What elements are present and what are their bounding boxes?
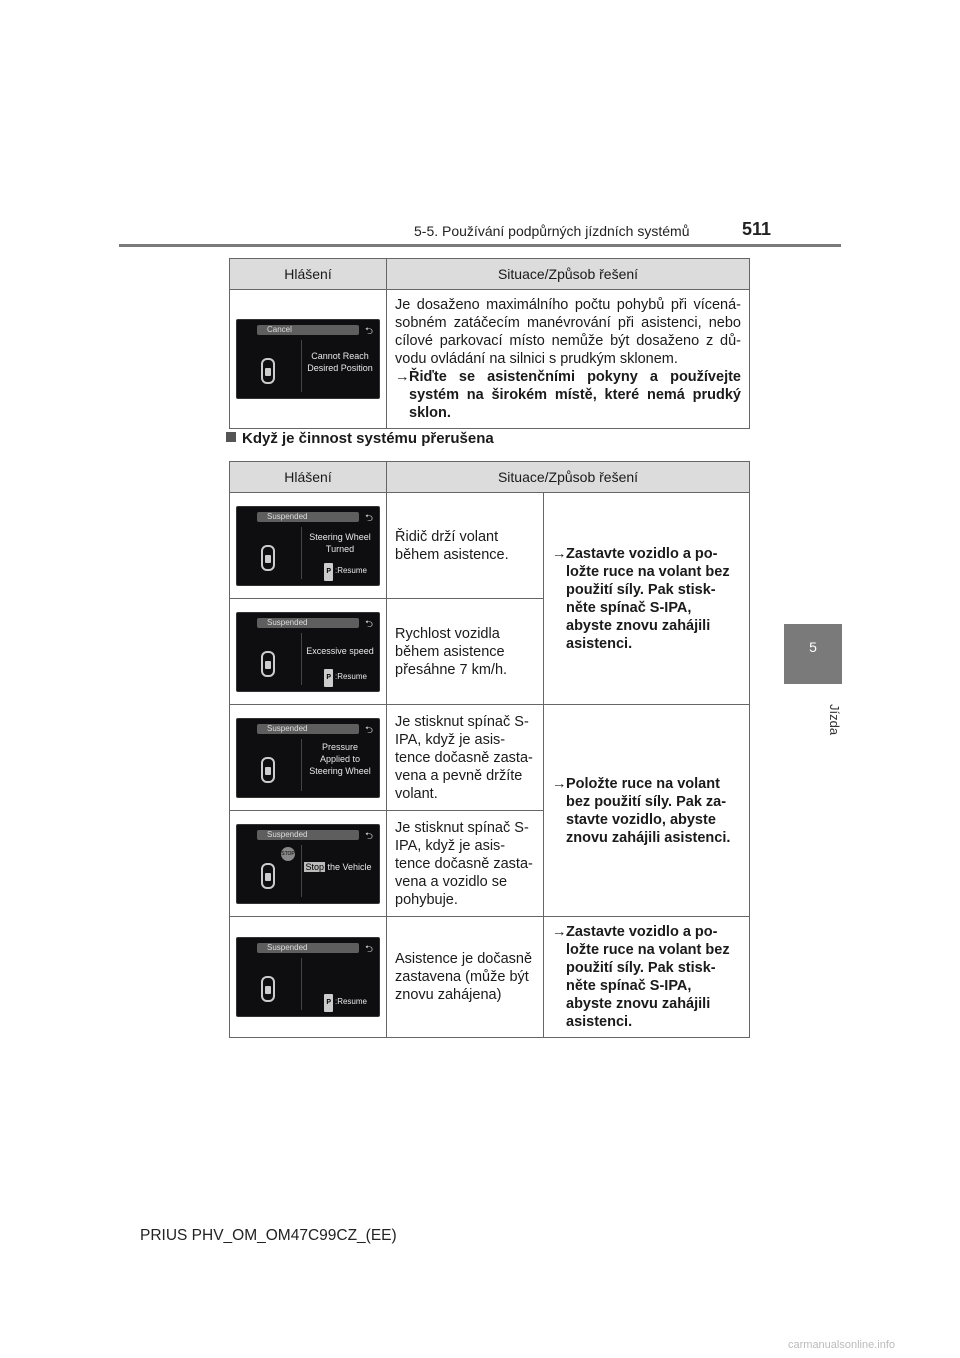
screen-message-highlight: Stop [305, 861, 324, 872]
action-cell [544, 917, 750, 1038]
status-bar: Suspended [257, 943, 359, 953]
action-cell [544, 705, 750, 917]
car-icon [261, 863, 275, 889]
header-rule [119, 244, 841, 247]
situation-cell: Je stisknut spínač S-IPA, když je asis- tence dočasně zasta- vena a pevně držíte volant. [387, 705, 544, 811]
action-line [552, 775, 741, 847]
watermark: carmanualsonline.info [788, 1339, 896, 1351]
return-arrow-icon: ⮌ [364, 512, 373, 524]
screen-message-line: Steering Wheel [309, 531, 371, 542]
resume-text: :Resume [334, 565, 367, 575]
divider [301, 340, 302, 392]
arrow-icon: → [552, 775, 567, 792]
arrow-icon: → [395, 369, 410, 385]
action-text: Položte ruce na volant bez použití síly. Pak za- stavte vozidlo, abyste znovu zahájili asistenci. [566, 775, 731, 846]
resume-hint [324, 668, 367, 687]
message-screen-cell [230, 599, 387, 705]
parking-switch-icon: P [324, 563, 333, 581]
screen-message [303, 350, 377, 374]
screen-message-line: Cannot Reach [311, 351, 369, 361]
display-screen [236, 506, 380, 586]
section-heading [226, 430, 494, 447]
arrow-icon: → [552, 545, 567, 562]
col-header-message: Hlášení [230, 462, 387, 493]
situation-cell: Je stisknut spínač S-IPA, když je asis- tence dočasně zasta- vena a vozidlo se pohybuje. [387, 811, 544, 917]
chapter-number: 5 [809, 639, 817, 655]
screen-message-line: the Vehicle [324, 861, 372, 872]
screen-message-line: Steering Wheel [309, 765, 371, 776]
status-bar: Suspended [257, 512, 359, 522]
car-icon [261, 651, 275, 677]
car-icon [261, 757, 275, 783]
section-title: 5-5. Používání podpůrných jízdních systémů [414, 223, 690, 239]
situation-cell [387, 290, 750, 429]
action-cell [544, 493, 750, 705]
resume-hint [324, 562, 367, 581]
display-screen [236, 937, 380, 1017]
bullet-square-icon [226, 432, 236, 442]
footer-doc-code: PRIUS PHV_OM_OM47C99CZ_(EE) [140, 1227, 397, 1244]
car-icon [261, 976, 275, 1002]
col-header-situation: Situace/Způsob řešení [387, 259, 750, 290]
col-header-message: Hlášení [230, 259, 387, 290]
screen-message-line: Desired Position [307, 363, 373, 373]
status-bar: Suspended [257, 724, 359, 734]
resume-text: :Resume [334, 997, 367, 1006]
return-arrow-icon: ⮌ [364, 830, 373, 842]
status-bar: Cancel [257, 325, 359, 335]
situation-cell: Rychlost vozidla během asistence přesáhne 7 km/h. [387, 599, 544, 705]
stop-sign-icon: STOP [281, 847, 295, 861]
status-bar: Suspended [257, 830, 359, 840]
action-line [395, 368, 741, 422]
screen-message-line: Turned [325, 543, 355, 554]
screen-message [303, 645, 377, 657]
arrow-icon: → [552, 924, 567, 940]
return-arrow-icon: ⮌ [364, 724, 373, 736]
screen-message [303, 741, 377, 777]
screen-message-line: Excessive speed [306, 645, 374, 656]
status-bar: Suspended [257, 618, 359, 628]
display-screen [236, 612, 380, 692]
return-arrow-icon: ⮌ [364, 944, 373, 955]
message-screen-cell [230, 290, 387, 429]
screen-message-line: Applied to [319, 753, 361, 764]
message-screen-cell [230, 493, 387, 599]
display-screen [236, 824, 380, 904]
display-screen [236, 319, 380, 399]
situation-text: Je dosaženo maximálního počtu pohybů při vícená- sobném zatáčecím manévrování při asistenci, nebo cílové parkovací místo nemůže být dosaženo z dů- vodu ovládání na silnici s prudkým sklonem. [395, 297, 741, 367]
message-screen-cell [230, 811, 387, 917]
car-icon [261, 545, 275, 571]
return-arrow-icon: ⮌ [364, 326, 373, 337]
resume-text: :Resume [334, 671, 367, 681]
divider [301, 958, 302, 1010]
car-icon [261, 358, 275, 384]
message-screen-cell [230, 917, 387, 1038]
action-line [552, 923, 741, 1031]
action-text: Zastavte vozidlo a po- ložte ruce na volant bez použití síly. Pak stisk- něte spínač S-IPA, abyste znovu zahájili asistenci. [566, 545, 730, 652]
situation-cell: Řidič drží volant během asistence. [387, 493, 544, 599]
display-screen [236, 718, 380, 798]
divider [301, 739, 302, 791]
message-table-2 [229, 461, 750, 1038]
message-screen-cell [230, 705, 387, 811]
parking-switch-icon: P [324, 669, 333, 687]
page-number: 511 [742, 219, 772, 239]
parking-switch-icon: P [324, 994, 333, 1012]
action-line [552, 545, 741, 653]
chapter-label: Jízda [827, 704, 842, 736]
resume-hint [324, 993, 367, 1012]
screen-message [303, 531, 377, 555]
situation-cell: Asistence je dočasně zastavena (může být znovu zahájena) [387, 917, 544, 1038]
section-heading-text: Když je činnost systému přerušena [242, 430, 494, 447]
screen-message [299, 861, 377, 873]
divider [301, 633, 302, 685]
action-text: Řiďte se asistenčními pokyny a používejte systém na širokém místě, které nemá prudký sklon. [409, 369, 741, 421]
message-table-1 [229, 258, 750, 429]
action-text: Zastavte vozidlo a po- ložte ruce na volant bez použití síly. Pak stisk- něte spínač S-IPA, abyste znovu zahájili asistenci. [566, 924, 730, 1030]
chapter-tab [784, 624, 842, 684]
divider [301, 527, 302, 579]
screen-message-line: Pressure [321, 741, 358, 752]
col-header-situation: Situace/Způsob řešení [387, 462, 750, 493]
return-arrow-icon: ⮌ [364, 618, 373, 630]
